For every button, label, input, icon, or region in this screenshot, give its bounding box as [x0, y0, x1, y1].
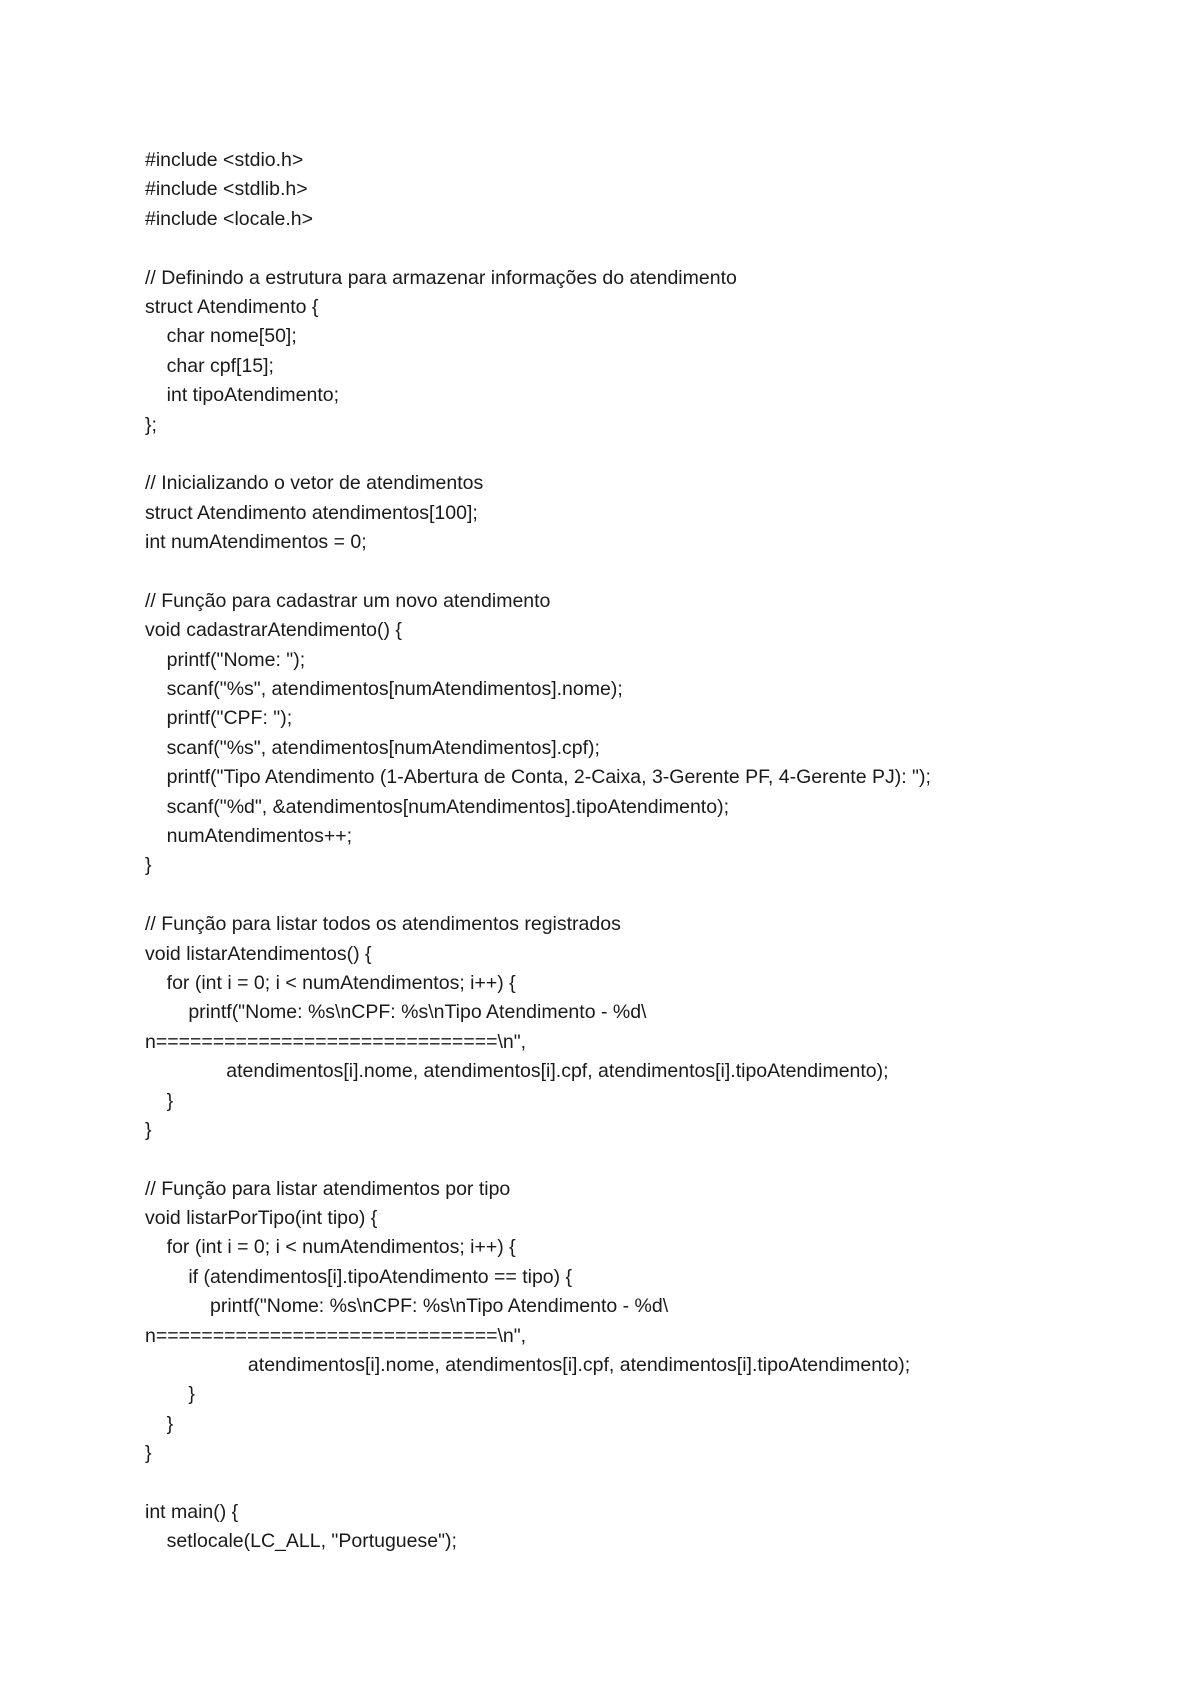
blank-line — [145, 881, 1145, 910]
code-line: char cpf[15]; — [145, 354, 274, 377]
blank-line — [145, 1145, 1145, 1174]
code-line: } — [145, 854, 152, 877]
code-line: int tipoAtendimento; — [145, 384, 340, 407]
code-line: atendimentos[i].nome, atendimentos[i].cpf, atendimentos[i].tipoAtendimento); — [145, 1354, 911, 1377]
blank-line — [145, 234, 1145, 263]
code-line: void listarAtendimentos() { — [145, 942, 372, 965]
code-line: int numAtendimentos = 0; — [145, 531, 367, 554]
code-line: for (int i = 0; i < numAtendimentos; i++) { — [145, 971, 516, 994]
code-line: printf("Tipo Atendimento (1-Abertura de Conta, 2-Caixa, 3-Gerente PF, 4-Gerente PJ): "); — [145, 766, 931, 789]
code-line: // Inicializando o vetor de atendimentos — [145, 472, 484, 495]
blank-line — [145, 1469, 1145, 1498]
blank-line — [145, 440, 1145, 469]
code-line: void cadastrarAtendimento() { — [145, 619, 402, 642]
code-line: } — [145, 1412, 174, 1435]
code-line: scanf("%d", &atendimentos[numAtendimentos].tipoAtendimento); — [145, 795, 729, 818]
code-line: void listarPorTipo(int tipo) { — [145, 1207, 378, 1230]
code-line: } — [145, 1118, 152, 1141]
code-block — [145, 146, 1145, 1557]
code-line: printf("Nome: %s\nCPF: %s\nTipo Atendimento - %d\ — [145, 1295, 669, 1318]
code-line: for (int i = 0; i < numAtendimentos; i++) { — [145, 1236, 516, 1259]
code-line: // Definindo a estrutura para armazenar informações do atendimento — [145, 266, 737, 289]
code-line: printf("Nome: "); — [145, 648, 306, 671]
code-line: #include <stdlib.h> — [145, 178, 308, 201]
code-line: struct Atendimento atendimentos[100]; — [145, 501, 478, 524]
code-line: } — [145, 1442, 152, 1465]
code-line: } — [145, 1089, 174, 1112]
code-line: atendimentos[i].nome, atendimentos[i].cpf, atendimentos[i].tipoAtendimento); — [145, 1060, 889, 1083]
code-line: // Função para cadastrar um novo atendimento — [145, 589, 551, 612]
code-line: n==============================\n", — [145, 1324, 527, 1347]
code-line: #include <locale.h> — [145, 207, 314, 230]
code-line: printf("Nome: %s\nCPF: %s\nTipo Atendimento - %d\ — [145, 1001, 647, 1024]
code-line: if (atendimentos[i].tipoAtendimento == tipo) { — [145, 1265, 573, 1288]
code-line: } — [145, 1383, 195, 1406]
code-line: int main() { — [145, 1500, 239, 1523]
code-line: printf("CPF: "); — [145, 707, 293, 730]
code-line: numAtendimentos++; — [145, 824, 353, 847]
blank-line — [145, 557, 1145, 586]
code-line: }; — [145, 413, 157, 436]
code-line: scanf("%s", atendimentos[numAtendimentos].nome); — [145, 678, 623, 701]
code-line: char nome[50]; — [145, 325, 297, 348]
code-line: #include <stdio.h> — [145, 149, 304, 171]
code-line: scanf("%s", atendimentos[numAtendimentos].cpf); — [145, 736, 600, 759]
code-line: setlocale(LC_ALL, "Portuguese"); — [145, 1530, 457, 1553]
code-line: // Função para listar atendimentos por tipo — [145, 1177, 511, 1200]
code-line: n==============================\n", — [145, 1030, 527, 1053]
code-line: // Função para listar todos os atendimentos registrados — [145, 913, 621, 936]
code-line: struct Atendimento { — [145, 295, 319, 318]
